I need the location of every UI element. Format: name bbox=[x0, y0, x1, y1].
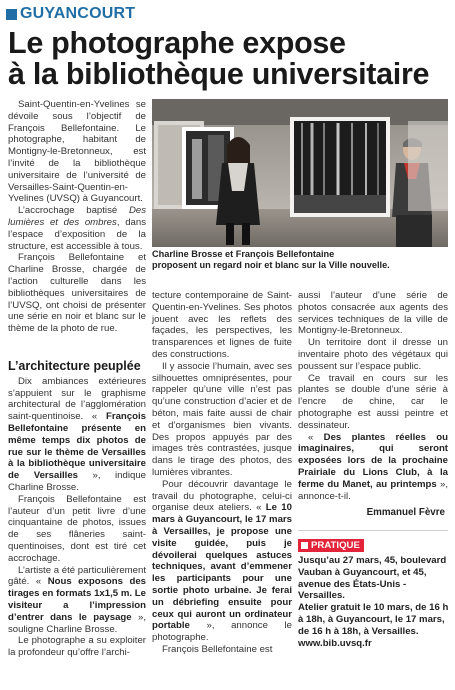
article-photo bbox=[152, 99, 448, 247]
intro-paragraph-2 bbox=[8, 205, 146, 252]
c2-paragraph-2: Il y associe l’humain, avec ses silhouettes omniprésentes, pour rappeler qu’une ville n’est pas qu’une construction d’acier et de béton, mais faite aussi de chair et d’organismes bien vivants. Des propos appuyés par des images très contrastées, jusque dans le tirage des photos, des lumières vibrantes. bbox=[152, 360, 292, 478]
intro-2-text-a: L’accrochage baptisé bbox=[18, 205, 129, 217]
c2-paragraph-1: tecture contemporaine de Saint-Quentin-en-Yvelines. Ses photos jouent avec les reflets des façades, les perspectives, les transparences et lignes de fuite des constructions. bbox=[152, 290, 292, 360]
c1-p1-quote: François Bellefontaine présente en même temps dix photos de rue sur le thème de Versailles à la bibliothèque universitaire de Versailles bbox=[8, 411, 146, 482]
c3-paragraph-4 bbox=[298, 432, 448, 503]
pratique-website-link[interactable]: www.bib.uvsq.fr bbox=[298, 637, 372, 649]
c3-paragraph-3: Ce travail en cours sur les plantes se double d’une série à l’encre de chine, car le photographe est aussi peintre et dessinateur. bbox=[298, 372, 448, 431]
column-1-body bbox=[8, 361, 146, 659]
c3-p4-text-b: », annonce-t-il. bbox=[298, 478, 449, 502]
kicker-label: GUYANCOURT bbox=[20, 5, 136, 22]
c2-p3-text-a: Pour découvrir davantage le travail du photographe, celui-ci organise deux ateliers. « bbox=[152, 478, 292, 514]
pratique-square-icon bbox=[301, 542, 308, 549]
c1-p1-text-a: Dix ambiances extérieures s’appuient sur le graphisme architectural de l’agglomération saint-quentinoise. « bbox=[8, 375, 146, 423]
headline-line-2: à la bibliothèque universitaire bbox=[8, 57, 430, 91]
kicker-square-icon bbox=[6, 9, 17, 20]
headline bbox=[8, 28, 453, 90]
exhibition-title: Des lumières et des ombres bbox=[8, 205, 146, 228]
author-signature: Emmanuel Fèvre bbox=[366, 507, 445, 518]
photo-illustration bbox=[152, 99, 448, 247]
c2-p3-quote: Le 10 mars à Guyancourt, le 17 mars à Versailles, je propose une visite guidée, puis je dévoilerai quelques astuces techniques, avant d’emmener les participants pour une sortie photo urbaine. Je ferai un débriefing ensuite pour ceux qui auront un ordinateur portable bbox=[152, 502, 292, 632]
pratique-info bbox=[298, 555, 450, 649]
c2-p3-text-b: », annonce le photographe. bbox=[152, 620, 292, 644]
photo-caption bbox=[152, 249, 448, 271]
c1-p3-text-b: », souligne Charline Brosse. bbox=[8, 611, 146, 635]
c1-p3-text-a: L’artiste a été particulièrement gâté. « bbox=[8, 564, 146, 588]
body-paragraph-3 bbox=[8, 565, 146, 636]
c1-p3-quote: Nous exposons des tirages en formats 1x1,5 m. Le visiteur a l’impression d’entrer dans le paysage bbox=[8, 576, 146, 623]
body-paragraph-4: Le photographe a su exploiter la profondeur qu’offre l’archi- bbox=[8, 635, 146, 659]
pratique-divider bbox=[298, 530, 448, 531]
pratique-dates-location: Jusqu’au 27 mars, 45, boulevard Vauban à Guyancourt, et 45, avenue des États-Unis - Versailles. bbox=[298, 555, 447, 602]
column-1-intro bbox=[8, 99, 146, 335]
column-2 bbox=[152, 290, 292, 656]
intro-2-text-b: , dans l’espace d’exposition de la structure, est accessible à tous. bbox=[8, 216, 146, 252]
body-paragraph-2: François Bellefontaine est l’auteur d’un petit livre d’une cinquantaine de photos, issues de ses flâneries saint-quentinoises, dont est tiré cet accrochage. bbox=[8, 493, 146, 564]
headline-line-1: Le photographe expose bbox=[8, 26, 346, 60]
subheading: L’architecture peuplée bbox=[8, 359, 141, 373]
c3-p4-text-a: « bbox=[308, 431, 324, 443]
intro-paragraph-1: Saint-Quentin-en-Yvelines se dévoile sous l’objectif de François Bellefontaine. Le photographe, habitant de Montigny-le-Bretonneux, est l’invité de la bibliothèque universitaire de l’université de Versailles-Saint-Quentin-en-Yvelines (UVSQ) à Guyancourt. bbox=[8, 99, 146, 205]
c3-p4-quote: Des plantes réelles ou imaginaires, qui seront exposées lors de la prochaine Prairiale du Lions Club, à la ferme du Manet, au printemps bbox=[298, 431, 448, 490]
c3-paragraph-2: Un territoire dont il dresse un inventaire photo des végétaux qui poussent sur l’espace public. bbox=[298, 337, 448, 372]
section-kicker bbox=[6, 4, 135, 24]
c2-paragraph-4: François Bellefontaine est bbox=[162, 643, 273, 655]
pratique-label bbox=[298, 539, 364, 552]
intro-paragraph-3: François Bellefontaine et Charline Brosse, chargée de l’action culturelle dans les bibliothèques universitaires de l’UVSQ, ont choisi de présenter une série en noir et blanc sur le thème de la photo de rue. bbox=[8, 252, 146, 335]
body-paragraph-1 bbox=[8, 376, 146, 494]
c3-paragraph-1: aussi l’auteur d’une série de photos consacrée aux agents des services techniques de la ville de Montigny-le-Bretonneux. bbox=[298, 290, 448, 337]
caption-line-1: Charline Brosse et François Bellefontaine bbox=[152, 249, 335, 259]
c2-paragraph-3 bbox=[152, 479, 292, 644]
pratique-label-text: PRATIQUE bbox=[311, 540, 360, 551]
c1-p1-text-b: », indique Charline Brosse. bbox=[8, 470, 146, 493]
pratique-workshops: Atelier gratuit le 10 mars, de 16 h à 18h, à Guyancourt, le 17 mars, de 16 h à 18h, à Versailles. bbox=[298, 602, 449, 637]
caption-line-2: proposent un regard noir et blanc sur la Ville nouvelle. bbox=[152, 260, 390, 270]
column-3 bbox=[298, 290, 448, 502]
